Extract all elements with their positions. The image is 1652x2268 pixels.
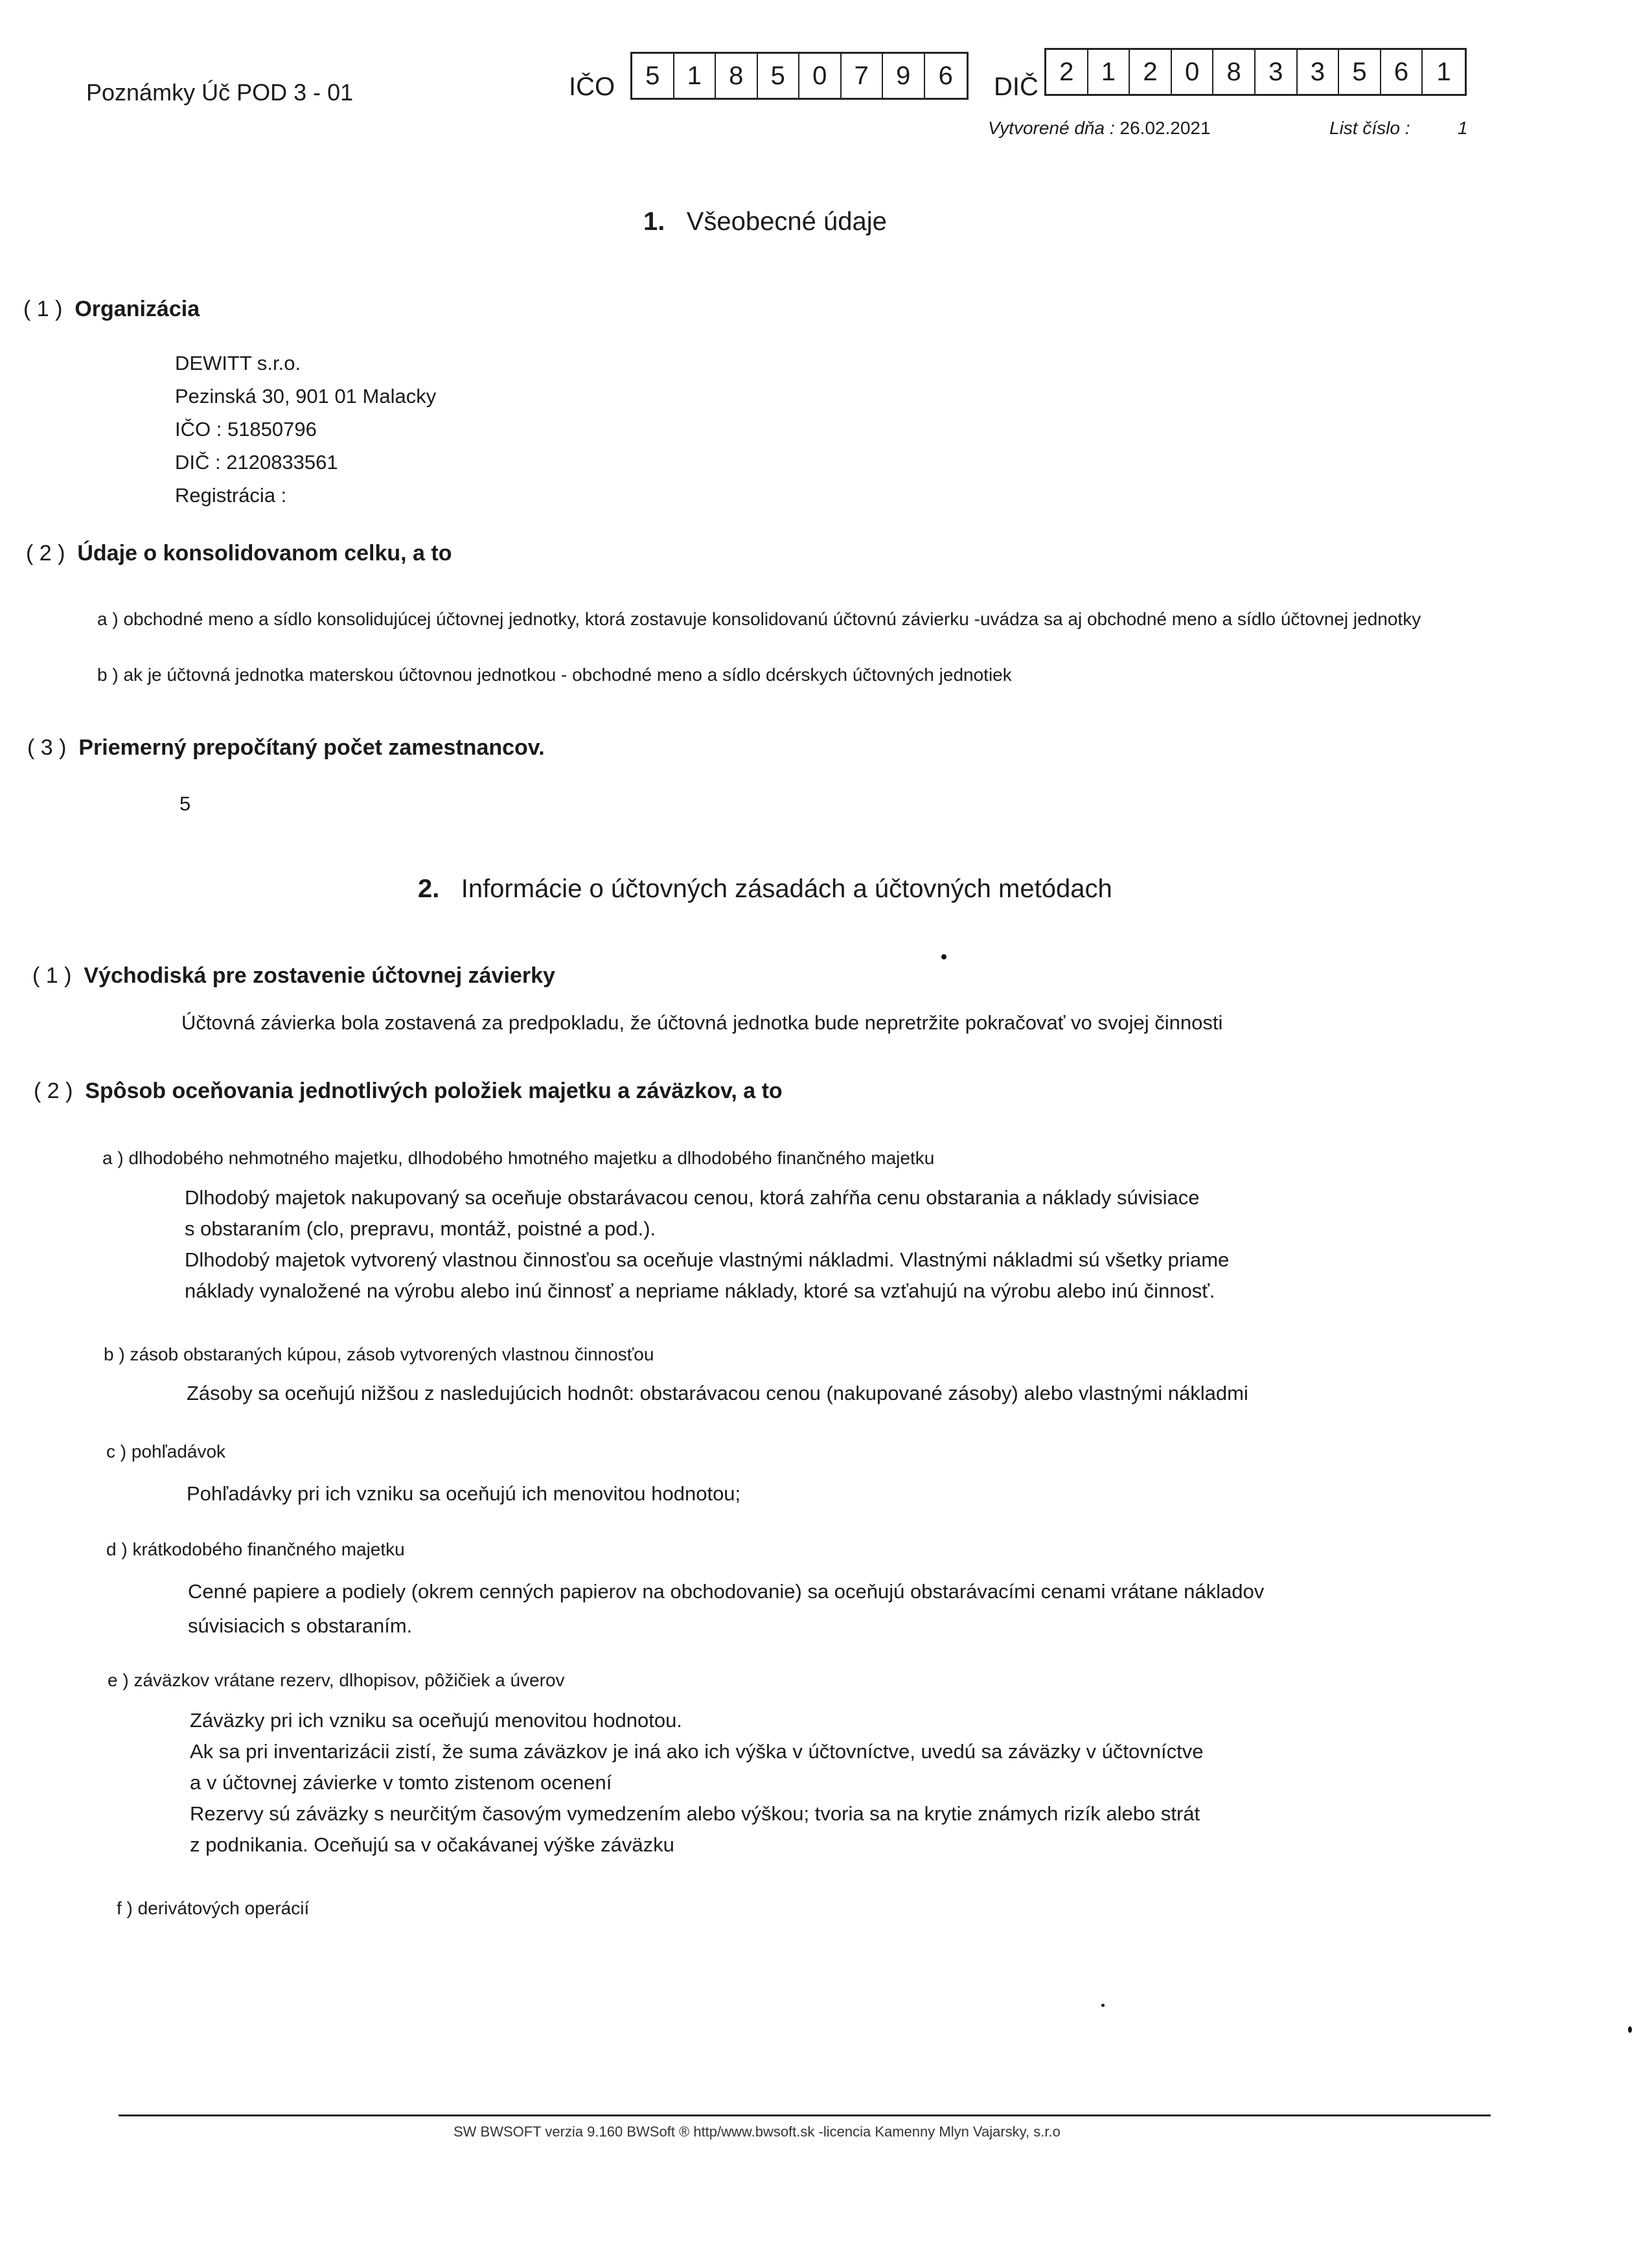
ico-digit: 6 (938, 61, 953, 90)
ico-digit: 8 (716, 54, 758, 98)
s1-item2-heading (26, 541, 452, 566)
dic-digit: 0 (1172, 50, 1214, 94)
created-date: 26.02.2021 (1119, 118, 1211, 138)
dic-digit: 1 (1088, 50, 1130, 94)
s1-item2b-label: b ) (97, 665, 119, 685)
s2-item1-title: Východiská pre zostavenie účtovnej závierky (84, 963, 555, 988)
s2-item2e-title: záväzkov vrátane rezerv, dlhopisov, pôžičiek a úverov (133, 1670, 565, 1690)
s1-item3-heading (27, 735, 545, 761)
s2-item2c-text: Pohľadávky pri ich vzniku sa oceňujú ich menovitou hodnotou; (187, 1482, 741, 1505)
s1-item1-title: Organizácia (75, 297, 200, 321)
s2-item2d-title: krátkodobého finančného majetku (132, 1539, 405, 1559)
s2-item2f-label: f ) (117, 1898, 133, 1918)
s2-item2c-heading (106, 1441, 225, 1462)
s2-item2e-label: e ) (108, 1670, 129, 1690)
s2-item2d-label: d ) (106, 1539, 128, 1559)
dic-digit: 2 (1046, 50, 1088, 94)
s1-item2a-text: obchodné meno a sídlo konsolidujúcej účtovnej jednotky, ktorá zostavuje konsolidovanú účtovnú závierku -uvádza sa aj obchodné meno a sídlo účtovnej jednotky (123, 609, 1421, 629)
org-registration: Registrácia : (175, 484, 287, 507)
footer-divider (119, 2114, 1491, 2116)
sheet-label: List číslo : (1329, 118, 1410, 138)
dic-digit: 3 (1256, 50, 1298, 94)
s2-item2a-line: s obstaraním (clo, prepravu, montáž, poistné a pod.). (185, 1217, 656, 1240)
s1-item3-title: Priemerný prepočítaný počet zamestnancov. (78, 735, 545, 760)
created-info (988, 118, 1211, 139)
dic-digit: 1 (1436, 57, 1451, 86)
s2-item2e-line: z podnikania. Oceňujú sa v očakávanej výške záväzku (190, 1833, 674, 1856)
s2-item2-num: ( 2 ) (34, 1079, 73, 1103)
ico-label: IČO (569, 73, 615, 101)
org-dic: DIČ : 2120833561 (175, 451, 338, 474)
s2-item2e-text (190, 1705, 1203, 1861)
created-label: Vytvorené dňa : (988, 118, 1115, 138)
organization-block (175, 347, 436, 512)
s2-item1-text: Účtovná závierka bola zostavená za predpokladu, že účtovná jednotka bude nepretržite pokračovať vo svojej činnosti (181, 1011, 1223, 1034)
s2-item2a-line: Dlhodobý majetok vytvorený vlastnou činnosťou sa oceňuje vlastnými nákladmi. Vlastnými nákladmi sú všetky priame (185, 1248, 1230, 1271)
s1-item2a-label: a ) (97, 609, 119, 629)
s2-item2b-heading (104, 1344, 654, 1365)
s2-item2c-title: pohľadávok (131, 1441, 226, 1461)
s1-item3-num: ( 3 ) (27, 735, 67, 760)
dic-digit: 2 (1130, 50, 1172, 94)
s2-item2-title: Spôsob oceňovania jednotlivých položiek majetku a záväzkov, a to (85, 1079, 783, 1103)
org-name: DEWITT s.r.o. (175, 352, 301, 374)
s2-item2-heading (34, 1079, 783, 1104)
s1-item1-heading (23, 297, 200, 322)
s2-item2d-line: Cenné papiere a podiely (okrem cenných papierov na obchodovanie) sa oceňujú obstarávacími cenami vrátane nákladov (188, 1580, 1265, 1603)
scan-speck (941, 954, 946, 959)
org-ico: IČO : 51850796 (175, 418, 317, 441)
org-address: Pezinská 30, 901 01 Malacky (175, 385, 437, 407)
s2-item2f-title: derivátových operácií (137, 1898, 310, 1918)
s1-item2a (97, 609, 1421, 630)
s2-item2f-heading (117, 1898, 309, 1919)
s2-item2d-heading (106, 1539, 405, 1560)
ico-digit-boxes (630, 52, 969, 100)
s2-item2c-label: c ) (106, 1441, 127, 1461)
s2-item1-heading (32, 963, 555, 989)
s2-item2e-line: Záväzky pri ich vzniku sa oceňujú menovitou hodnotou. (190, 1709, 682, 1732)
s2-item2a-title: dlhodobého nehmotného majetku, dlhodobého hmotného majetku a dlhodobého finančného majetku (128, 1148, 935, 1168)
dic-digit: 3 (1298, 50, 1340, 94)
dic-digit: 8 (1213, 50, 1256, 94)
section2-title: Informácie o účtovných zásadách a účtovných metódach (461, 875, 1112, 903)
s2-item2e-heading (108, 1670, 565, 1691)
ico-digit: 1 (674, 54, 717, 98)
s2-item2d-text (188, 1574, 1264, 1643)
dic-digit: 5 (1339, 50, 1381, 94)
section2-heading (418, 875, 1112, 904)
s1-item1-num: ( 1 ) (23, 297, 63, 321)
s2-item2e-line: a v účtovnej závierke v tomto zistenom ocenení (190, 1771, 612, 1794)
section1-number: 1. (643, 207, 665, 236)
section1-title: Všeobecné údaje (686, 207, 887, 236)
scan-speck (1628, 2026, 1632, 2033)
ico-digit: 5 (632, 54, 674, 98)
s2-item2b-text: Zásoby sa oceňujú nižšou z nasledujúcich hodnôt: obstarávacou cenou (nakupované zásoby) alebo vlastnými nákladmi (187, 1382, 1248, 1404)
s1-item2b-text: ak je účtovná jednotka materskou účtovnou jednotkou - obchodné meno a sídlo dcérskych účtovných jednotiek (123, 665, 1012, 685)
s2-item2d-line: súvisiacich s obstaraním. (188, 1614, 413, 1637)
s2-item2e-line: Rezervy sú záväzky s neurčitým časovým vymedzením alebo výškou; tvoria sa na krytie známych rizík alebo strát (190, 1802, 1200, 1825)
section2-number: 2. (418, 875, 440, 903)
dic-digit-boxes (1044, 48, 1467, 96)
s1-item2-title: Údaje o konsolidovanom celku, a to (77, 541, 452, 566)
s2-item2a-line: náklady vynaložené na výrobu alebo inú činnosť a nepriame náklady, ktoré sa vzťahujú na výrobu alebo inú činnosť. (185, 1279, 1215, 1302)
s1-item2-num: ( 2 ) (26, 541, 65, 566)
employee-count: 5 (179, 792, 191, 815)
ico-digit: 9 (883, 54, 925, 98)
ico-digit: 5 (758, 54, 800, 98)
s2-item2b-title: zásob obstaraných kúpou, zásob vytvorených vlastnou činnosťou (130, 1344, 654, 1364)
s2-item2a-line: Dlhodobý majetok nakupovaný sa oceňuje obstarávacou cenou, ktorá zahŕňa cenu obstarania a náklady súvisiace (185, 1186, 1200, 1209)
form-title: Poznámky Úč POD 3 - 01 (86, 79, 354, 106)
section1-heading (643, 207, 887, 236)
s1-item2b (97, 665, 1012, 685)
s2-item2e-line: Ak sa pri inventarizácii zistí, že suma záväzkov je iná ako ich výška v účtovníctve, uvedú sa záväzky v účtovníctve (190, 1740, 1204, 1763)
s2-item1-num: ( 1 ) (32, 963, 72, 988)
s2-item2a-text (185, 1182, 1229, 1307)
s2-item2a-label: a ) (102, 1148, 124, 1168)
ico-digit: 7 (842, 54, 884, 98)
ico-digit: 0 (799, 54, 842, 98)
sheet-number: 1 (1458, 118, 1468, 138)
scan-speck (1101, 2004, 1105, 2007)
s2-item2a-heading (102, 1148, 934, 1169)
s2-item2b-label: b ) (104, 1344, 125, 1364)
dic-label: DIČ (994, 73, 1038, 101)
footer-text: SW BWSOFT verzia 9.160 BWSoft ® http/www.bwsoft.sk -licencia Kamenny Mlyn Vajarsky, s.r.o (453, 2124, 1061, 2140)
dic-digit: 6 (1381, 50, 1423, 94)
